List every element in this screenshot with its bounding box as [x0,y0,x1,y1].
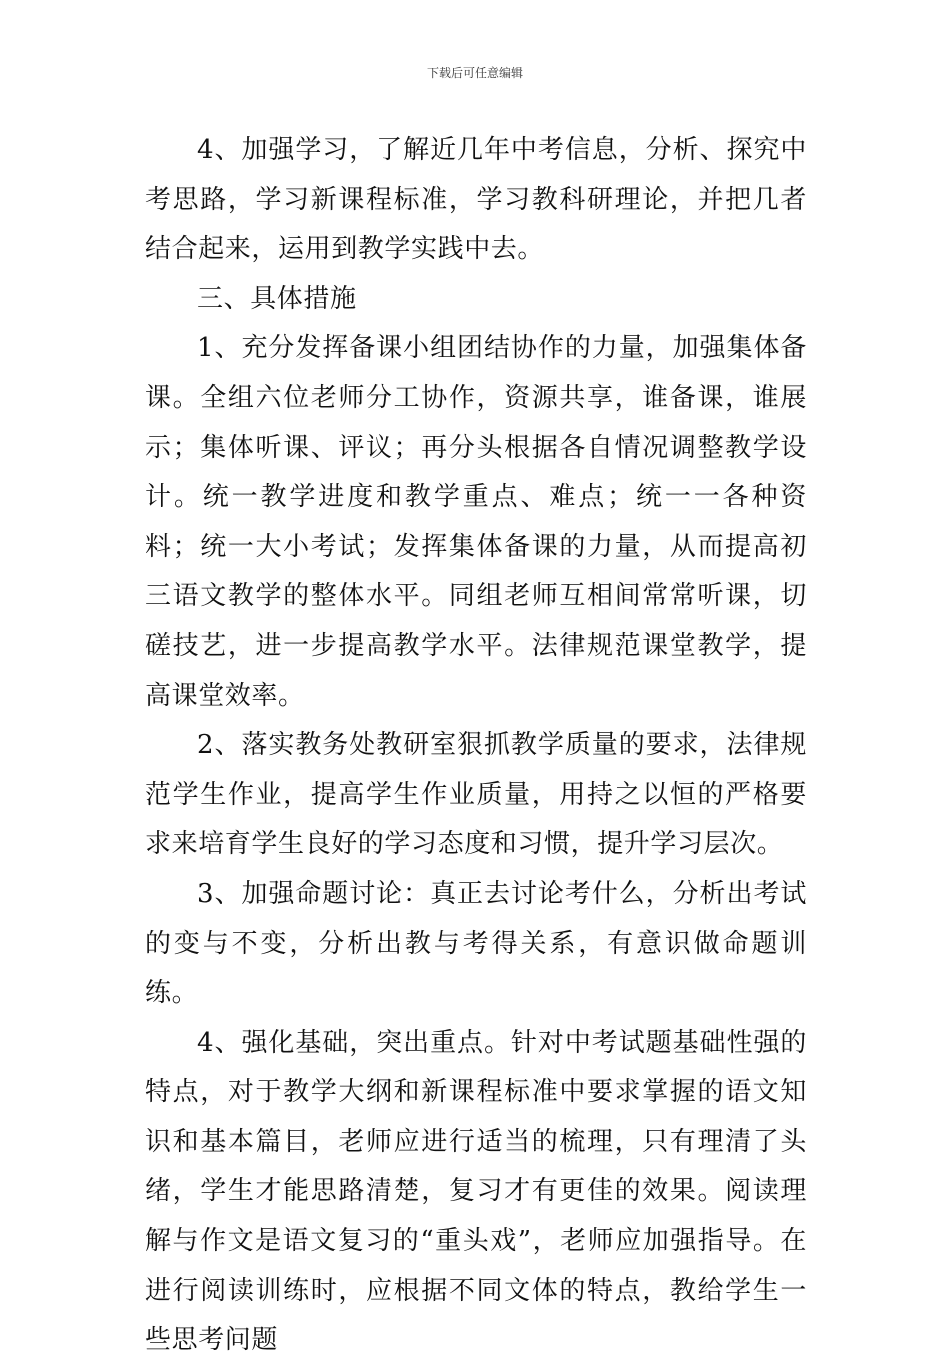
paragraph-strengthen-basics: 4、强化基础，突出重点。针对中考试题基础性强的特点，对于教学大纲和新课程标准中要求掌握的语文知识和基本篇目，老师应进行适当的梳理，只有理清了头绪，学生才能思路清楚，复习才有更佳的效果。阅读理解与作文是语文复习的“重头戏”，老师应加强指导。在进行阅读训练时，应根据不同文体的特点，教给学生一些思考问题 [145,1027,807,1356]
paragraph-collective-prep: 1、充分发挥备课小组团结协作的力量，加强集体备课。全组六位老师分工协作，资源共享，谁备课，谁展示；集体听课、评议；再分头根据各自情况调整教学设计。统一教学进度和教学重点、难点；统一一各种资料；统一大小考试；发挥集体备课的力量，从而提高初三语文教学的整体水平。同组老师互相间常常听课，切磋技艺，进一步提高教学水平。法律规范课堂教学，提高课堂效率。 [145,333,807,711]
section-heading-measures: 三、具体措施 [197,283,357,314]
paragraph-exam-research: 3、加强命题讨论：真正去讨论考什么，分析出考试的变与不变，分析出教与考得关系，有意识做命题训练。 [145,878,807,1009]
page-header: 下载后可任意编辑 [426,66,523,80]
paragraph-study: 4、加强学习，了解近几年中考信息，分析、探究中考思路，学习新课程标准，学习教科研理论，并把几者结合起来，运用到教学实践中去。 [145,135,807,265]
document-body [145,126,807,1366]
paragraph-homework-quality: 2、落实教务处教研室狠抓教学质量的要求，法律规范学生作业，提高学生作业质量，用持之以恒的严格要求来培育学生良好的学习态度和习惯，提升学习层次。 [145,730,807,860]
